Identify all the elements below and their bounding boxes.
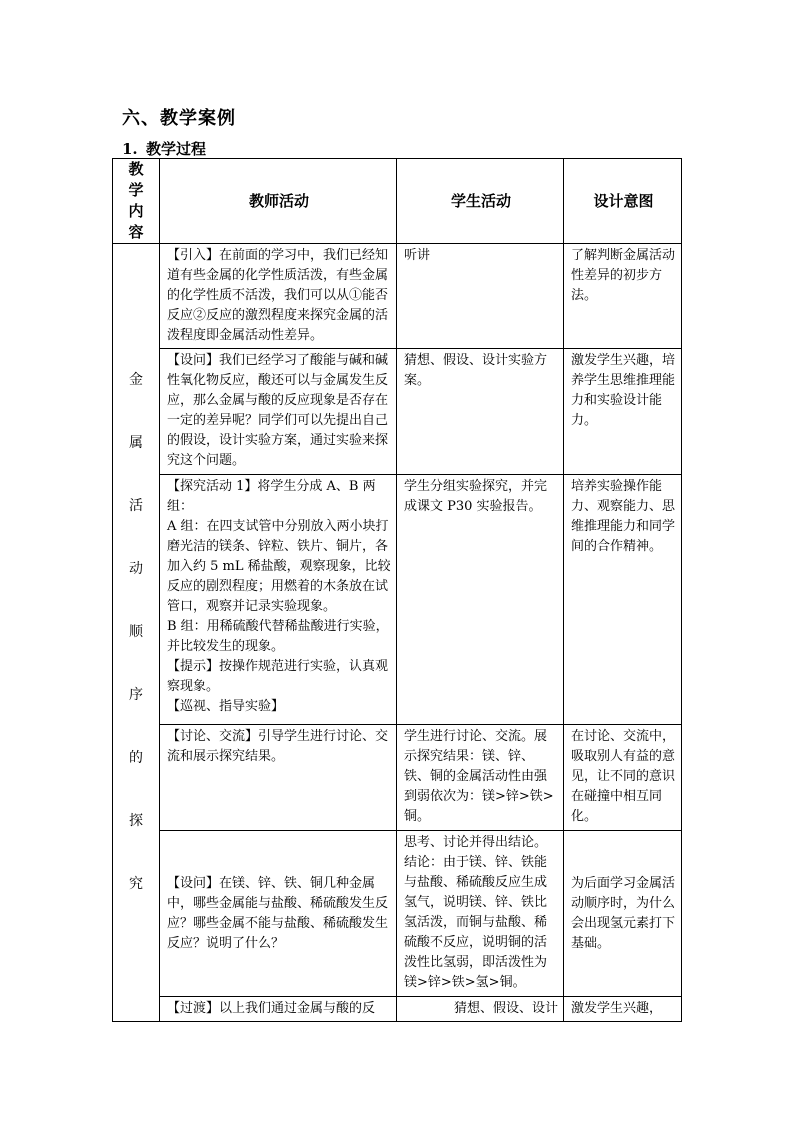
design-intent: 培养实验操作能力、观察能力、思维推理能力和同学间的合作精神。: [564, 475, 682, 725]
section-label: 金 属 活 动 顺 序 的 探 究: [113, 244, 160, 1022]
design-intent: 激发学生兴趣，培养学生思维推理能力和实验设计能力。: [564, 349, 682, 475]
design-intent: 激发学生兴趣，: [564, 997, 682, 1022]
header-content: 教学内容: [113, 159, 160, 244]
section-heading: 六、教学案例: [122, 108, 236, 129]
header-teacher: 教师活动: [160, 159, 397, 244]
teacher-activity: 【讨论、交流】引导学生进行讨论、交流和展示探究结果。: [160, 725, 397, 831]
teaching-process-table: [112, 158, 682, 1022]
teacher-activity: 【设问】我们已经学习了酸能与碱和碱性氧化物反应，酸还可以与金属发生反应，那么金属与酸的反应现象是否存在一定的差异呢？同学们可以先提出自己的假设，设计实验方案，通过实验来探究这个问题。: [160, 349, 397, 475]
student-activity: 猜想、假设、设计: [397, 997, 564, 1022]
student-activity: 听讲: [397, 244, 564, 349]
teacher-activity: 【设问】在镁、锌、铁、铜几种金属中，哪些金属能与盐酸、稀硫酸发生反应？哪些金属不能与盐酸、稀硫酸发生反应？说明了什么？: [160, 831, 397, 997]
student-activity: 猜想、假设、设计实验方案。: [397, 349, 564, 475]
table-row: [113, 997, 682, 1022]
subsection-number: 1.: [122, 140, 138, 158]
subsection-title: 教学过程: [146, 140, 207, 158]
header-intent: 设计意图: [564, 159, 682, 244]
subsection-heading: [122, 138, 206, 159]
table-row: [113, 725, 682, 831]
student-activity: 思考、讨论并得出结论。结论：由于镁、锌、铁能与盐酸、稀硫酸反应生成氢气，说明镁、锌、铁比氢活泼，而铜与盐酸、稀硫酸不反应，说明铜的活泼性比氢弱，即活泼性为镁>锌>铁>氢>铜。: [397, 831, 564, 997]
teacher-activity: 【探究活动 1】将学生分成 A、B 两组： A 组：在四支试管中分别放入两小块打磨光洁的镁条、锌粒、铁片、铜片，各加入约 5 mL 稀盐酸，观察现象，比较反应的剧烈程度；用燃着的木条放在试管口，观察并记录实验现象。 B 组：用稀硫酸代替稀盐酸进行实验，并比较发生的现象。 【提示】按操作规范进行实验，认真观察现象。 【巡视、指导实验】: [160, 475, 397, 725]
table-row: [113, 244, 682, 349]
teacher-activity: 【过渡】以上我们通过金属与酸的反: [160, 997, 397, 1022]
student-activity: 学生分组实验探究，并完成课文 P30 实验报告。: [397, 475, 564, 725]
table-row: [113, 831, 682, 997]
design-intent: 为后面学习金属活动顺序时，为什么会出现氢元素打下基础。: [564, 831, 682, 997]
student-activity: 学生进行讨论、交流。展示探究结果：镁、锌、铁、铜的金属活动性由强到弱依次为：镁>锌>铁>铜。: [397, 725, 564, 831]
table-row: [113, 349, 682, 475]
table-header-row: [113, 159, 682, 244]
design-intent: 在讨论、交流中，吸取别人有益的意见，让不同的意识在碰撞中相互同化。: [564, 725, 682, 831]
header-student: 学生活动: [397, 159, 564, 244]
teacher-activity: 【引入】在前面的学习中，我们已经知道有些金属的化学性质活泼，有些金属的化学性质不活泼，我们可以从①能否反应②反应的激烈程度来探究金属的活泼程度即金属活动性差异。: [160, 244, 397, 349]
table-row: [113, 475, 682, 725]
design-intent: 了解判断金属活动性差异的初步方法。: [564, 244, 682, 349]
